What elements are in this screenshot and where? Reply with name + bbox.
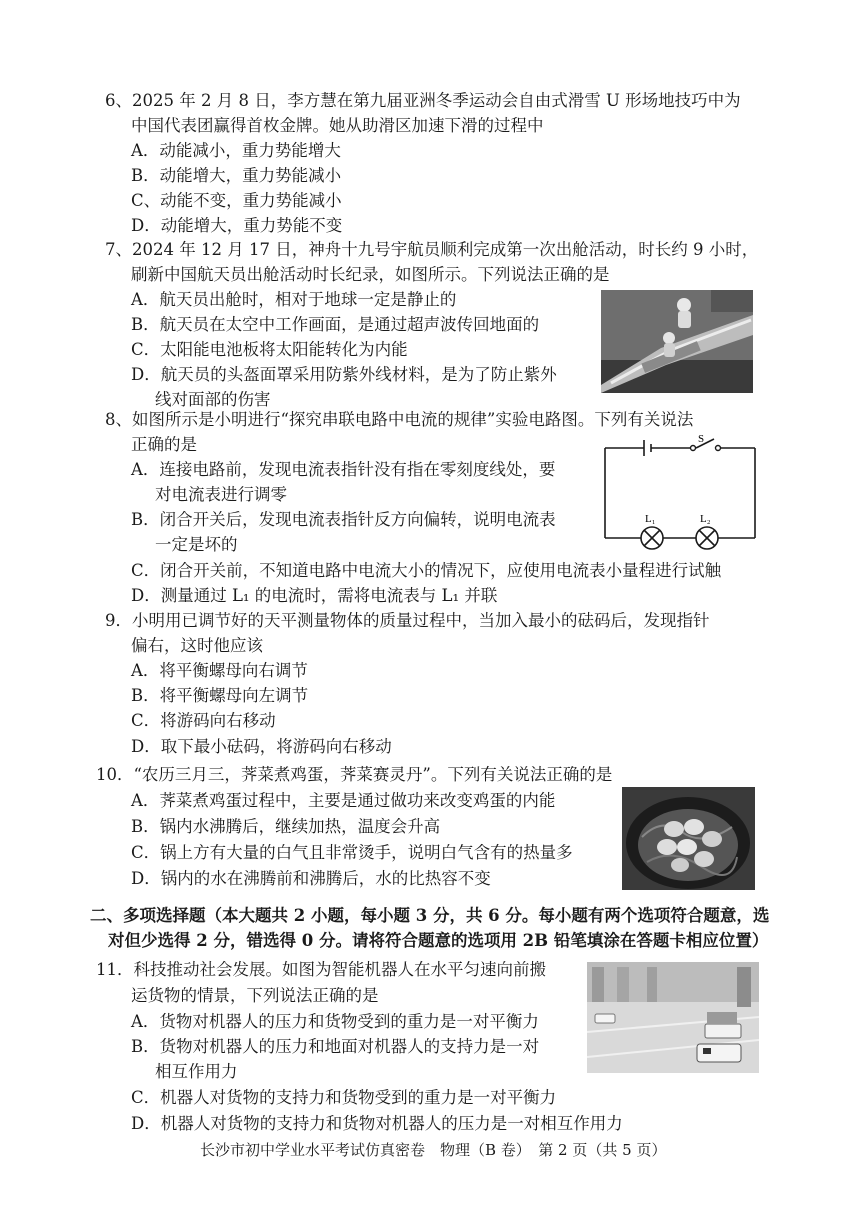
q8-option-a-line1: A．连接电路前，发现电流表指针没有指在零刻度线处，要 [131, 460, 556, 479]
q9-option-a: A．将平衡螺母向右调节 [131, 661, 308, 680]
q7-option-d-line1: D．航天员的头盔面罩采用防紫外线材料，是为了防止紫外 [131, 365, 557, 384]
q8-option-c: C．闭合开关前，不知道电路中电流大小的情况下，应使用电流表小量程进行试触 [131, 561, 722, 580]
q10-option-a: A．荠菜煮鸡蛋过程中，主要是通过做功来改变鸡蛋的内能 [131, 791, 556, 810]
q7-option-c: C．太阳能电池板将太阳能转化为内能 [131, 340, 408, 359]
q10-stem: 10．“农历三月三，荠菜煮鸡蛋，荠菜赛灵丹”。下列有关说法正确的是 [96, 765, 613, 784]
q11-option-b-line1: B．货物对机器人的压力和地面对机器人的支持力是一对 [131, 1037, 540, 1056]
section2-header-line1: 二、多项选择题（本大题共 2 小题，每小题 3 分，共 6 分。每小题有两个选项符合题意，选 [90, 906, 770, 925]
q8-option-a-line2: 对电流表进行调零 [155, 485, 287, 504]
q6-option-c: C、动能不变，重力势能减小 [131, 191, 342, 210]
q8-stem-line1: 8、如图所示是小明进行“探究串联电路中电流的规律”实验电路图。下列有关说法 [105, 410, 694, 429]
q6-stem-line1: 6、2025 年 2 月 8 日，李方慧在第九届亚洲冬季运动会自由式滑雪 U 形场地技巧中为 [105, 91, 741, 110]
q10-option-d: D．锅内的水在沸腾前和沸腾后，水的比热容不变 [131, 869, 491, 888]
q8-stem-line2: 正确的是 [131, 435, 197, 454]
section2-header-line2: 对但少选得 2 分，错选得 0 分。请将符合题意的选项用 2B 铅笔填涂在答题卡相应位置） [108, 931, 769, 950]
q11-option-b-line2: 相互作用力 [155, 1062, 238, 1081]
q10-option-c: C．锅上方有大量的白气且非常烫手，说明白气含有的热量多 [131, 843, 573, 862]
q9-stem-line1: 9．小明用已调节好的天平测量物体的质量过程中，当加入最小的砝码后，发现指针 [105, 611, 710, 630]
q6-option-a: A．动能减小，重力势能增大 [131, 141, 341, 160]
q8-option-b-line1: B．闭合开关后，发现电流表指针反方向偏转，说明电流表 [131, 510, 556, 529]
q9-option-b: B．将平衡螺母向左调节 [131, 686, 309, 705]
q7-option-a: A．航天员出舱时，相对于地球一定是静止的 [131, 290, 457, 309]
q11-option-a: A．货物对机器人的压力和货物受到的重力是一对平衡力 [131, 1012, 539, 1031]
circuit-drawing [600, 430, 760, 555]
lamp1-label: L₁ [645, 513, 656, 525]
eggs-in-pot-photo [622, 787, 755, 890]
series-circuit-diagram [600, 430, 760, 555]
astronaut-spacewalk-photo [601, 290, 753, 393]
q7-option-b: B．航天员在太空中工作画面，是通过超声波传回地面的 [131, 315, 540, 334]
q9-option-c: C．将游码向右移动 [131, 711, 276, 730]
lamp2-label: L₂ [700, 513, 711, 525]
q11-option-d: D．机器人对货物的支持力和货物对机器人的压力是一对相互作用力 [131, 1114, 623, 1133]
q9-option-d: D．取下最小砝码，将游码向右移动 [131, 737, 392, 756]
astronaut-photo-drawing [601, 290, 753, 393]
q9-stem-line2: 偏右，这时他应该 [131, 636, 263, 655]
q6-option-d: D．动能增大，重力势能不变 [131, 216, 343, 235]
warehouse-robot-photo [587, 962, 759, 1073]
q11-option-c: C．机器人对货物的支持力和货物受到的重力是一对平衡力 [131, 1088, 557, 1107]
q11-stem-line2: 运货物的情景，下列说法正确的是 [131, 986, 379, 1005]
q11-stem-line1: 11．科技推动社会发展。如图为智能机器人在水平匀速向前搬 [96, 960, 546, 979]
q6-stem-line2: 中国代表团赢得首枚金牌。她从助滑区加速下滑的过程中 [131, 116, 544, 135]
q7-option-d-line2: 线对面部的伤害 [155, 390, 271, 409]
switch-label: S [698, 433, 705, 445]
q8-option-d: D．测量通过 L₁ 的电流时，需将电流表与 L₁ 并联 [131, 586, 498, 605]
page-footer: 长沙市初中学业水平考试仿真密卷 物理（B 卷） 第 2 页（共 5 页） [200, 1141, 667, 1159]
q6-option-b: B．动能增大，重力势能减小 [131, 166, 342, 185]
q7-stem-line1: 7、2024 年 12 月 17 日，神舟十九号宇航员顺利完成第一次出舱活动，时长约 9 小时， [105, 240, 759, 259]
q7-stem-line2: 刷新中国航天员出舱活动时长纪录，如图所示。下列说法正确的是 [131, 265, 610, 284]
eggs-photo-drawing [622, 787, 755, 890]
robot-photo-drawing [587, 962, 759, 1073]
q8-option-b-line2: 一定是坏的 [155, 535, 238, 554]
q10-option-b: B．锅内水沸腾后，继续加热，温度会升高 [131, 817, 441, 836]
